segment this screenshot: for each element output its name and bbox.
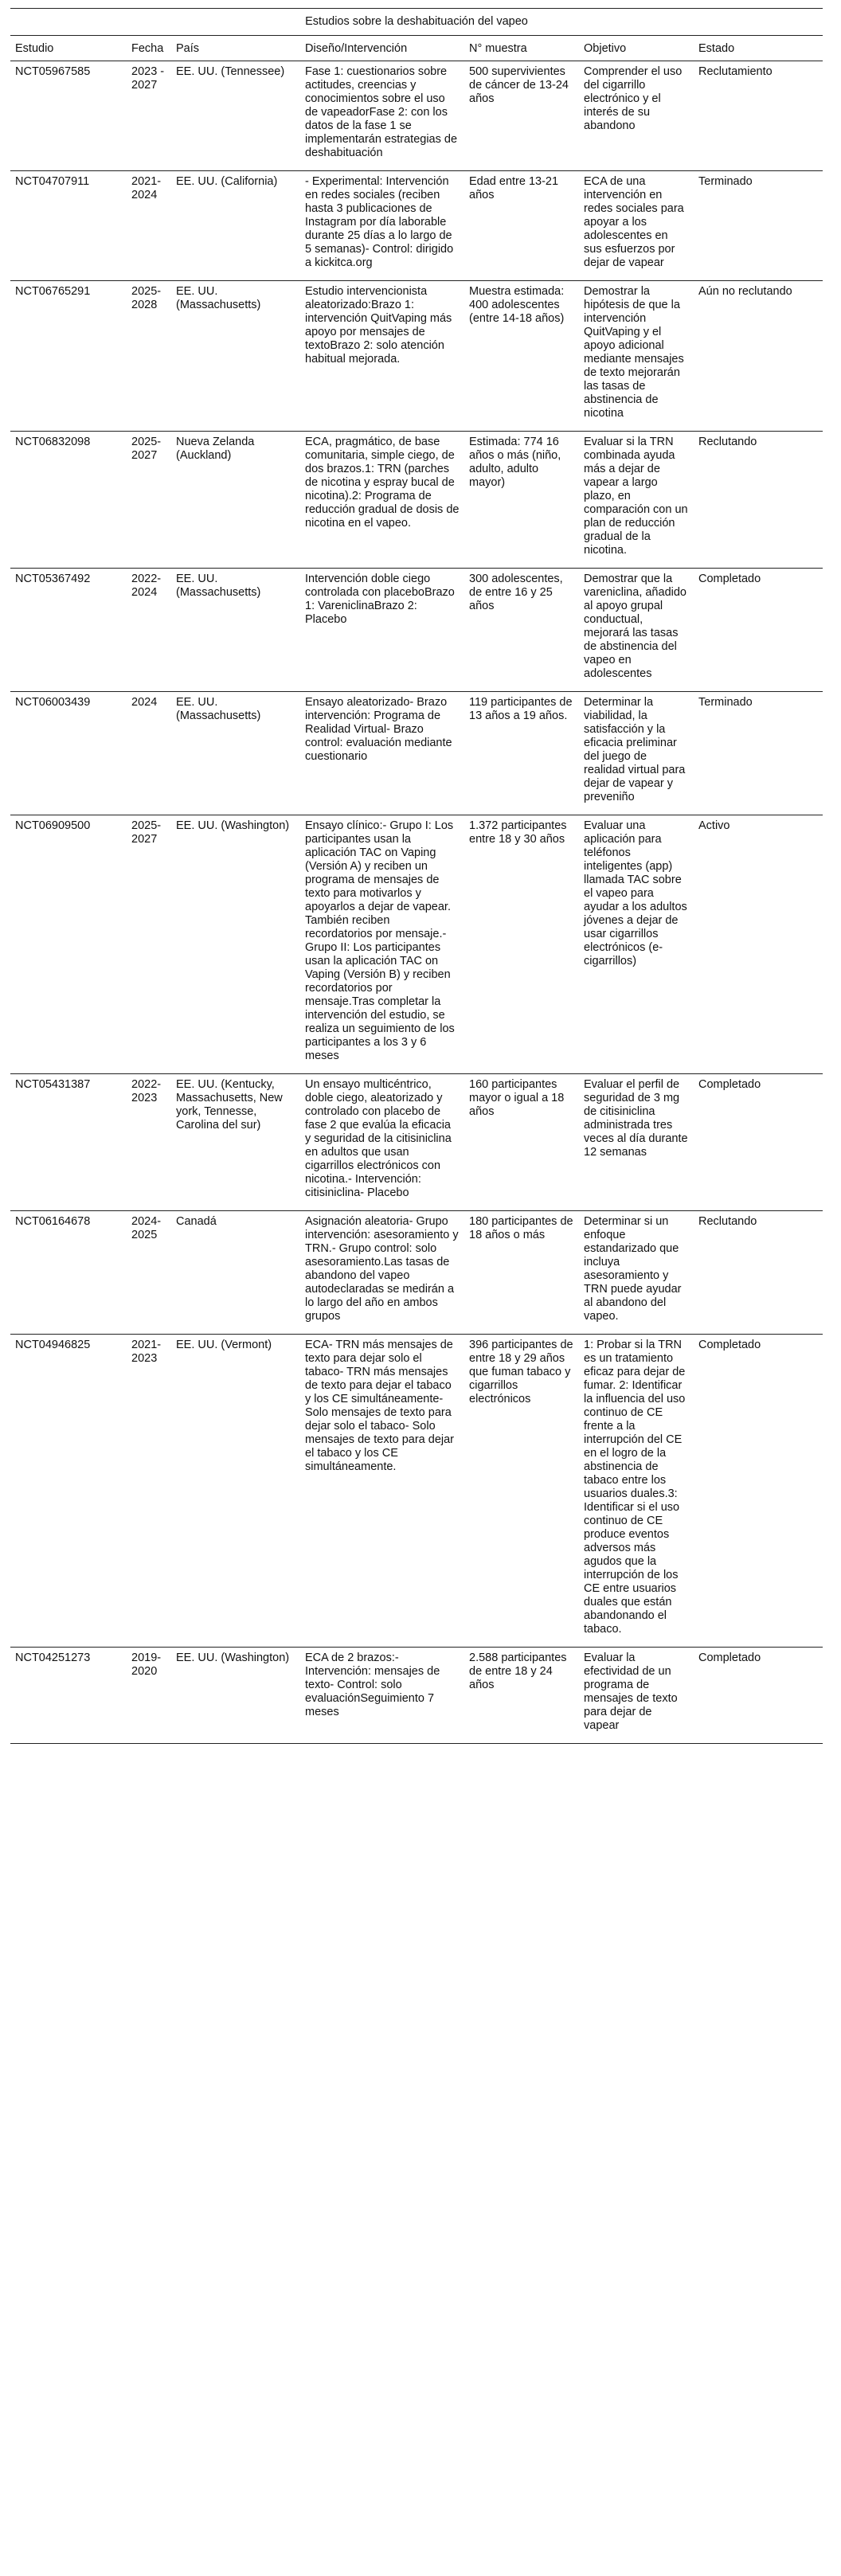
cell-pais: EE. UU. (Massachusetts) (171, 281, 300, 432)
cell-fecha: 2021-2023 (127, 1335, 171, 1648)
cell-objetivo: Demostrar que la vareniclina, añadido al apoyo grupal conductual, mejorará las tasas de abstinencia del vapeo en adolescentes (579, 569, 694, 692)
cell-muestra: Muestra estimada: 400 adolescentes (entre 14-18 años) (464, 281, 579, 432)
cell-estado: Reclutamiento (694, 61, 823, 171)
header-estado: Estado (694, 36, 823, 61)
header-objetivo: Objetivo (579, 36, 694, 61)
cell-pais: EE. UU. (Massachusetts) (171, 692, 300, 815)
header-diseno: Diseño/Intervención (300, 36, 464, 61)
cell-pais: EE. UU. (Washington) (171, 815, 300, 1074)
cell-pais: EE. UU. (Tennessee) (171, 61, 300, 171)
cell-fecha: 2025-2027 (127, 432, 171, 569)
cell-diseno: ECA de 2 brazos:- Intervención: mensajes de texto- Control: solo evaluaciónSeguimiento 7 meses (300, 1648, 464, 1744)
cell-estudio: NCT04946825 (10, 1335, 127, 1648)
cell-pais: EE. UU. (California) (171, 171, 300, 281)
header-row (10, 36, 823, 61)
cell-estado: Reclutando (694, 1211, 823, 1335)
cell-diseno: Un ensayo multicéntrico, doble ciego, aleatorizado y controlado con placebo de fase 2 que evalúa la eficacia y seguridad de la citisiniclina en adultos que usan cigarrillos electrónicos con nicotina.- Intervención: citisiniclina- Placebo (300, 1074, 464, 1211)
cell-estudio: NCT05967585 (10, 61, 127, 171)
table-row (10, 692, 823, 815)
cell-fecha: 2021-2024 (127, 171, 171, 281)
cell-muestra: 1.372 participantes entre 18 y 30 años (464, 815, 579, 1074)
table-row (10, 281, 823, 432)
cell-estado: Terminado (694, 171, 823, 281)
cell-muestra: 119 participantes de 13 años a 19 años. (464, 692, 579, 815)
cell-muestra: 160 participantes mayor o igual a 18 años (464, 1074, 579, 1211)
table-row (10, 1335, 823, 1648)
cell-diseno: Ensayo aleatorizado- Brazo intervención: Programa de Realidad Virtual- Brazo control: evaluación mediante cuestionario (300, 692, 464, 815)
cell-objetivo: Determinar si un enfoque estandarizado que incluya asesoramiento y TRN puede ayudar al abandono del vapeo. (579, 1211, 694, 1335)
cell-estado: Aún no reclutando (694, 281, 823, 432)
cell-diseno: Fase 1: cuestionarios sobre actitudes, creencias y conocimientos sobre el uso de vapeadorFase 2: con los datos de la fase 1 se implementarán estrategias de deshabituación (300, 61, 464, 171)
cell-estado: Activo (694, 815, 823, 1074)
cell-estado: Terminado (694, 692, 823, 815)
table-row (10, 61, 823, 171)
cell-estado: Completado (694, 1335, 823, 1648)
cell-diseno: Ensayo clínico:- Grupo I: Los participantes usan la aplicación TAC on Vaping (Versión A) y reciben un programa de mensajes de texto para motivarlos y apoyarlos a dejar de vapear. También reciben recordatorios por mensaje.- Grupo II: Los participantes usan la aplicación TAC on Vaping (Versión B) y reciben recordatorios por mensaje.Tras completar la intervención del estudio, se realiza un seguimiento de los participantes a los 3 y 6 meses (300, 815, 464, 1074)
table-row (10, 1648, 823, 1744)
cell-estudio: NCT04707911 (10, 171, 127, 281)
cell-objetivo: Comprender el uso del cigarrillo electrónico y el interés de su abandono (579, 61, 694, 171)
table-row (10, 171, 823, 281)
cell-fecha: 2019-2020 (127, 1648, 171, 1744)
table-row (10, 815, 823, 1074)
cell-muestra: 500 supervivientes de cáncer de 13-24 años (464, 61, 579, 171)
cell-fecha: 2024 (127, 692, 171, 815)
cell-fecha: 2022-2024 (127, 569, 171, 692)
cell-muestra: Edad entre 13-21 años (464, 171, 579, 281)
cell-pais: EE. UU. (Vermont) (171, 1335, 300, 1648)
cell-estudio: NCT06164678 (10, 1211, 127, 1335)
cell-estudio: NCT05431387 (10, 1074, 127, 1211)
cell-pais: Nueva Zelanda (Auckland) (171, 432, 300, 569)
cell-diseno: Intervención doble ciego controlada con placeboBrazo 1: VareniclinaBrazo 2: Placebo (300, 569, 464, 692)
cell-pais: EE. UU. (Kentucky, Massachusetts, New york, Tennesse, Carolina del sur) (171, 1074, 300, 1211)
cell-objetivo: Evaluar el perfil de seguridad de 3 mg de citisiniclina administrada tres veces al día durante 12 semanas (579, 1074, 694, 1211)
cell-fecha: 2025-2028 (127, 281, 171, 432)
cell-objetivo: 1: Probar si la TRN es un tratamiento eficaz para dejar de fumar. 2: Identificar la influencia del uso continuo de CE frente a la interrupción del CE en el logro de la abstinencia de tabaco entre los usuarios duales.3: Identificar si el uso continuo de CE produce eventos adversos más agudos que la interrupción de los CE entre usuarios duales que están abandonando el tabaco. (579, 1335, 694, 1648)
cell-pais: Canadá (171, 1211, 300, 1335)
cell-fecha: 2022-2023 (127, 1074, 171, 1211)
cell-estado: Completado (694, 1074, 823, 1211)
cell-estudio: NCT04251273 (10, 1648, 127, 1744)
header-pais: País (171, 36, 300, 61)
cell-objetivo: Evaluar si la TRN combinada ayuda más a dejar de vapear a largo plazo, en comparación con un plan de reducción gradual de la nicotina. (579, 432, 694, 569)
cell-objetivo: Evaluar una aplicación para teléfonos inteligentes (app) llamada TAC sobre el vapeo para ayudar a los adultos jóvenes a dejar de usar cigarrillos electrónicos (e-cigarrillos) (579, 815, 694, 1074)
table-row (10, 1211, 823, 1335)
cell-estudio: NCT06765291 (10, 281, 127, 432)
cell-estado: Reclutando (694, 432, 823, 569)
cell-muestra: 2.588 participantes de entre 18 y 24 años (464, 1648, 579, 1744)
cell-objetivo: ECA de una intervención en redes sociales para apoyar a los adolescentes en sus esfuerzos por dejar de vapear (579, 171, 694, 281)
table-row (10, 569, 823, 692)
cell-objetivo: Demostrar la hipótesis de que la intervención QuitVaping y el apoyo adicional mediante mensajes de texto mejorarán las tasas de abstinencia de nicotina (579, 281, 694, 432)
cell-estudio: NCT06832098 (10, 432, 127, 569)
cell-diseno: - Experimental: Intervención en redes sociales (reciben hasta 3 publicaciones de Instagram por día laborable durante 25 días a lo largo de 5 semanas)- Control: dirigido a kickitca.org (300, 171, 464, 281)
table-row (10, 432, 823, 569)
table-row (10, 1074, 823, 1211)
table-body (10, 61, 823, 1744)
studies-table (10, 36, 823, 1744)
cell-diseno: Asignación aleatoria- Grupo intervención: asesoramiento y TRN.- Grupo control: solo asesoramiento.Las tasas de abandono del vapeo autodeclaradas se medirán a lo largo del año en ambos grupos (300, 1211, 464, 1335)
cell-estudio: NCT05367492 (10, 569, 127, 692)
cell-muestra: 180 participantes de 18 años o más (464, 1211, 579, 1335)
header-estudio: Estudio (10, 36, 127, 61)
cell-muestra: 396 participantes de entre 18 y 29 años que fuman tabaco y cigarrillos electrónicos (464, 1335, 579, 1648)
cell-estado: Completado (694, 1648, 823, 1744)
cell-fecha: 2024-2025 (127, 1211, 171, 1335)
cell-fecha: 2025-2027 (127, 815, 171, 1074)
cell-muestra: Estimada: 774 16 años o más (niño, adulto, adulto mayor) (464, 432, 579, 569)
header-muestra: N° muestra (464, 36, 579, 61)
cell-diseno: ECA- TRN más mensajes de texto para dejar solo el tabaco- TRN más mensajes de texto para dejar el tabaco y los CE simultáneamente- Solo mensajes de texto para dejar solo el tabaco- Solo mensajes de texto para dejar el tabaco y los CE simultáneamente. (300, 1335, 464, 1648)
cell-muestra: 300 adolescentes, de entre 16 y 25 años (464, 569, 579, 692)
cell-objetivo: Evaluar la efectividad de un programa de mensajes de texto para dejar de vapear (579, 1648, 694, 1744)
cell-diseno: Estudio intervencionista aleatorizado:Brazo 1: intervención QuitVaping más apoyo por mensajes de textoBrazo 2: solo atención habitual mejorada. (300, 281, 464, 432)
cell-fecha: 2023 - 2027 (127, 61, 171, 171)
header-fecha: Fecha (127, 36, 171, 61)
table-title: Estudios sobre la deshabituación del vapeo (10, 8, 823, 36)
cell-pais: EE. UU. (Massachusetts) (171, 569, 300, 692)
cell-estudio: NCT06003439 (10, 692, 127, 815)
table-wrapper (10, 8, 823, 1744)
cell-pais: EE. UU. (Washington) (171, 1648, 300, 1744)
cell-diseno: ECA, pragmático, de base comunitaria, simple ciego, de dos brazos.1: TRN (parches de nicotina y espray bucal de nicotina).2: Programa de reducción gradual de dosis de nicotina en el vapeo. (300, 432, 464, 569)
cell-objetivo: Determinar la viabilidad, la satisfacción y la eficacia preliminar del juego de realidad virtual para dejar de vapear y preveniño (579, 692, 694, 815)
cell-estado: Completado (694, 569, 823, 692)
cell-estudio: NCT06909500 (10, 815, 127, 1074)
